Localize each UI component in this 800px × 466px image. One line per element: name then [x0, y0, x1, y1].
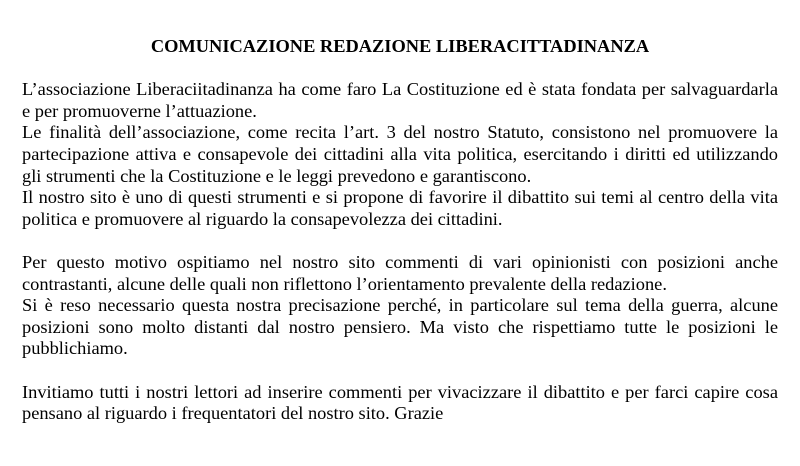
paragraph-block-3	[22, 382, 778, 425]
document-title: COMUNICAZIONE REDAZIONE LIBERACITTADINANZA	[150, 36, 650, 56]
paragraph: Si è reso necessario questa nostra precisazione perché, in particolare sul tema della guerra, alcune posizioni sono molto distanti dal nostro pensiero. Ma visto che rispettiamo tutte le posizioni le pubblichiamo.	[22, 295, 778, 359]
paragraph: Le finalità dell’associazione, come recita l’art. 3 del nostro Statuto, consistono nel promuovere la partecipazione attiva e consapevole dei cittadini alla vita politica, esercitando i diritti ed utilizzando gli strumenti che la Costituzione e le leggi prevedono e garantiscono.	[22, 122, 778, 186]
document-body	[22, 79, 778, 425]
paragraph: Per questo motivo ospitiamo nel nostro sito commenti di vari opinionisti con posizioni anche contrastanti, alcune delle quali non riflettono l’orientamento prevalente della redazione.	[22, 251, 778, 294]
paragraph: L’associazione Liberaciitadinanza ha come faro La Costituzione ed è stata fondata per salvaguardarla e per promuoverne l’attuazione.	[22, 79, 778, 121]
paragraph-block-1	[22, 79, 778, 230]
paragraph-block-2	[22, 252, 778, 360]
paragraph: Invitiamo tutti i nostri lettori ad inserire commenti per vivacizzare il dibattito e per farci capire cosa pensano al riguardo i frequentatori del nostro sito. Grazie	[22, 381, 778, 424]
paragraph: Il nostro sito è uno di questi strumenti e si propone di favorire il dibattito sui temi al centro della vita politica e promuovere al riguardo la consapevolezza dei cittadini.	[22, 187, 778, 229]
